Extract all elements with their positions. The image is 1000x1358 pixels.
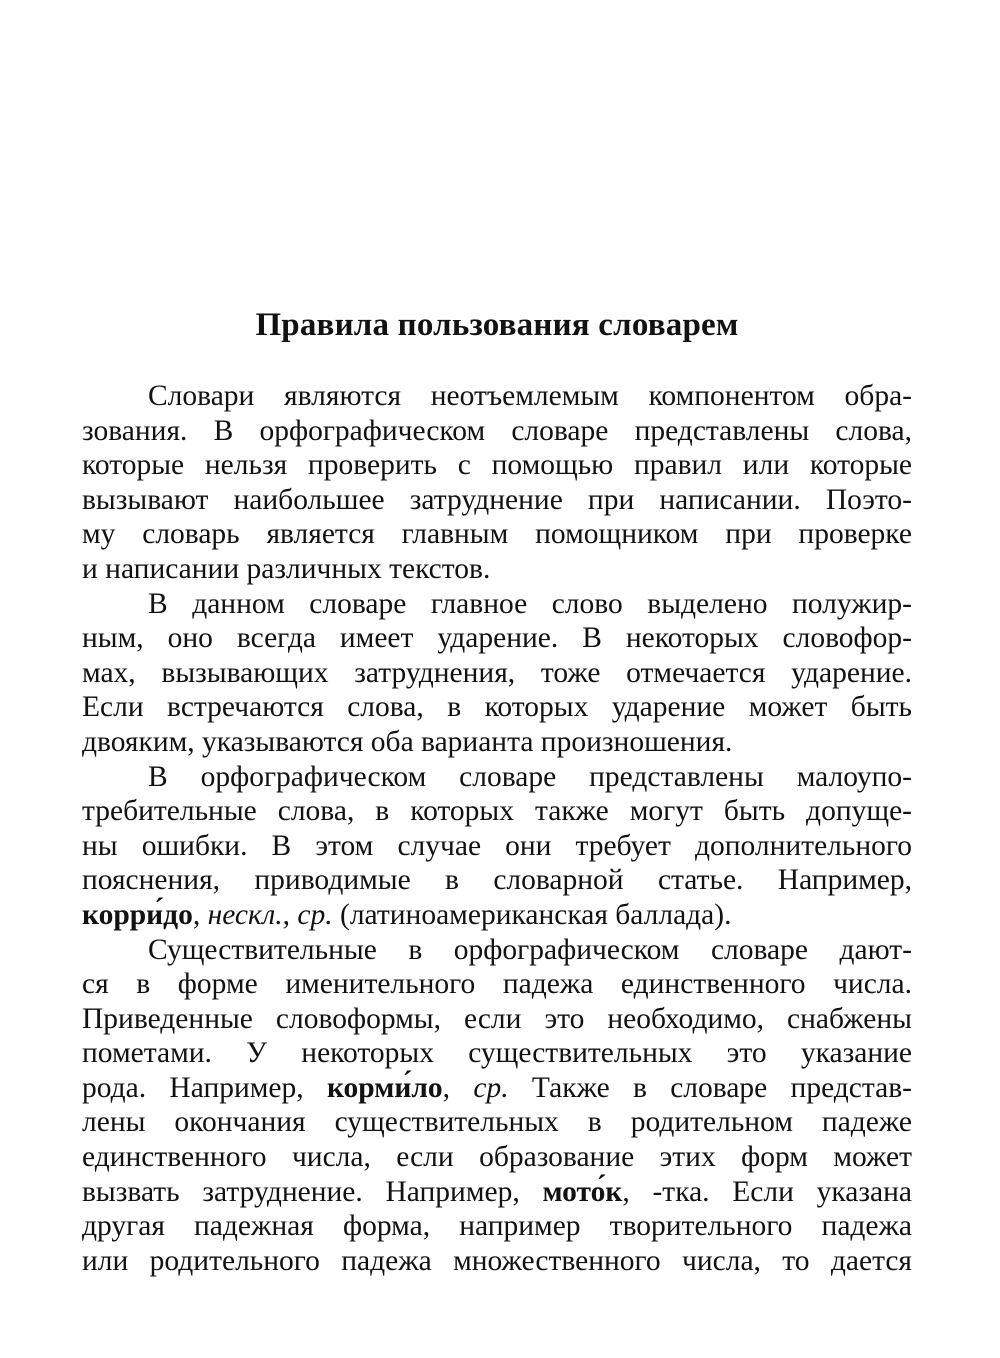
paragraph-4 [82, 933, 912, 1279]
headword: корми́ло [326, 1071, 443, 1104]
text-line: Словари являются неотъемлемым компонентом обра- [148, 380, 912, 412]
grammar-label: ср. [473, 1071, 509, 1104]
text-line: единственного числа, если образование этих форм может [82, 1141, 912, 1174]
text-line: двояким, указываются оба варианта произношения. [82, 725, 733, 758]
gloss: (латиноамериканская баллада). [332, 898, 732, 931]
text-line: ны ошибки. В этом случае они требует дополнительного [82, 829, 912, 862]
text-line: или родительного падежа множественного числа, то дается [82, 1244, 912, 1277]
paragraph-2 [82, 587, 912, 760]
text-line: В орфографическом словаре представлены малоупо- [148, 760, 912, 793]
text-line: В данном словаре главное слово выделено полужир- [148, 587, 912, 620]
text-fragment: , -тка. Если указана [622, 1175, 912, 1208]
text-line: Приведенные словоформы, если это необходимо, снабжены [82, 1002, 912, 1035]
paragraph-1 [82, 379, 912, 587]
text-fragment: рода. Например, [82, 1071, 327, 1104]
page-content [82, 305, 912, 1278]
text-line: Если встречаются слова, в которых ударение может быть [82, 691, 912, 724]
text-line: ся в форме именительного падежа единственного числа. [82, 968, 912, 1001]
text-line: зования. В орфографическом словаре представлены слова, [82, 414, 912, 447]
text-fragment: Также в словаре представ- [508, 1071, 912, 1104]
text-line: и написании различных текстов. [82, 552, 491, 585]
text-fragment: вызвать затруднение. Например, [82, 1175, 543, 1208]
page-title: Правила пользования словарем [255, 307, 739, 343]
headword: корри́до [82, 898, 193, 931]
example-line [82, 1071, 912, 1106]
text-line: требительные слова, в которых также могут быть допуще- [82, 795, 912, 828]
text-line: которые нельзя проверить с помощью правил или которые [82, 449, 912, 482]
grammar-label: ср. [297, 898, 333, 931]
text-line: пометами. У некоторых существительных это указание [82, 1037, 912, 1070]
text-line: мах, вызывающих затруднения, тоже отмечается ударение. [82, 656, 912, 689]
text-line: Существительные в орфографическом словаре дают- [148, 933, 912, 966]
paragraph-3 [82, 760, 912, 933]
example-line [82, 1175, 912, 1210]
text-line: ным, оно всегда имеет ударение. В некоторых словофор- [82, 622, 912, 655]
headword: мото́к [542, 1175, 623, 1208]
text-line: вызывают наибольшее затруднение при написании. Поэто- [82, 483, 912, 516]
text-line: другая падежная форма, например творительного падежа [82, 1210, 912, 1243]
separator: , [192, 898, 208, 931]
separator: , [282, 898, 298, 931]
example-line [82, 898, 912, 933]
text-line: пояснения, приводимые в словарной статье. Например, [82, 864, 912, 897]
text-line: лены окончания существительных в родительном падеже [82, 1106, 912, 1139]
text-line: му словарь является главным помощником при проверке [82, 518, 912, 551]
grammar-label: нескл. [207, 898, 283, 931]
separator: , [442, 1071, 474, 1104]
